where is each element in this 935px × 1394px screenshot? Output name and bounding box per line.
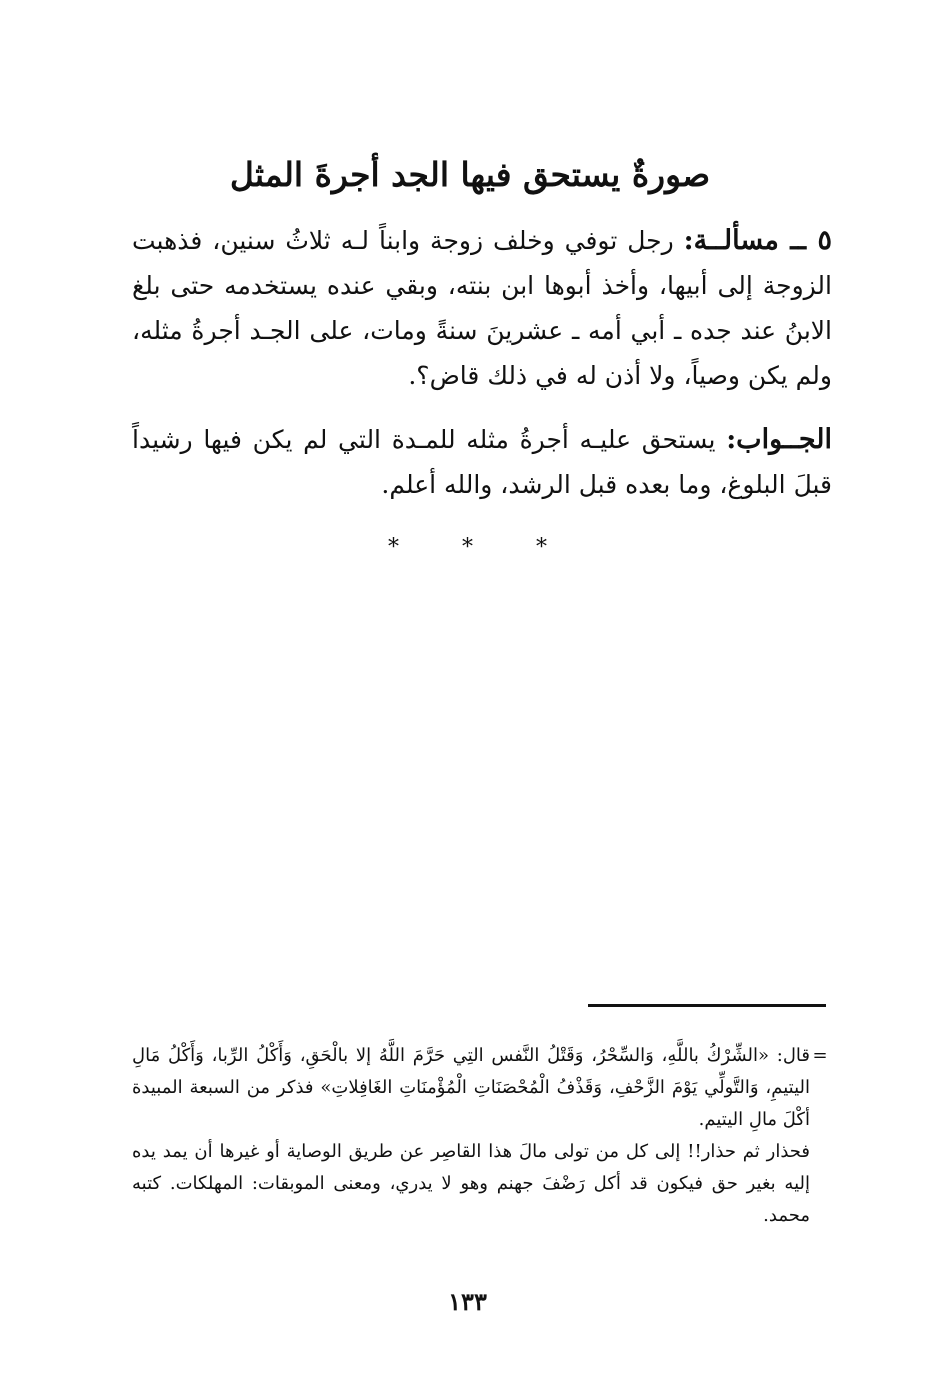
section-title: صورةٌ يستحق فيها الجد أجرةَ المثل <box>229 155 711 194</box>
separator-star: * <box>462 535 473 560</box>
footnote-divider <box>588 1004 826 1007</box>
separator-star: * <box>536 535 547 560</box>
footnote-paragraph: قال: «الشِّرْكُ باللَّهِ، وَالسِّحْرُ، وَقَتْلُ النَّفس التِي حَرَّمَ اللَّهُ إلا بالْحَقِ، وَأَكْلُ الرِّبا، وَأَكْلُ مَالِ اليتيمِ، وَالتَّولِّي يَوْمَ الزَّحْفِ، وَقَذْفُ الْمُحْصَنَاتِ الْمُؤْمنَاتِ الغَافِلاتِ» فذكر من السبعة المبيدة أكْلَ مالِ اليتيم. <box>132 1045 810 1130</box>
question-lead: ٥ ــ مسألــة: <box>683 225 832 256</box>
footnote-block <box>132 1040 810 1232</box>
question-text: رجل توفي وخلف زوجة وابناً لـه ثلاثُ سنين، فذهبت الزوجة إلى أبيها، وأخذ أبوها ابن بنته، وبقي عنده يستخدمه حتى بلغ الابنُ عند جده ـ أبي أمه ـ عشرينَ سنةً ومات، على الجـد أجرةُ مثله، ولم يكن وصياً، ولا أذن له في ذلك قاض؟. <box>132 226 832 390</box>
footnote-paragraph: فحذار ثم حذار!! إلى كل من تولى مالَ هذا القاصِر عن طريق الوصاية أو غيرها أن يمد يده إليه بغير حق فيكون قد أكل رَضْفَ جهنم وهو لا يدري، ومعنى الموبقات: المهلكات. كتبه محمد. <box>132 1141 810 1226</box>
answer-lead: الجــواب: <box>726 424 832 455</box>
separator-star: * <box>388 535 399 560</box>
section-separator <box>0 528 935 568</box>
footnote-continuation-marker: = <box>812 1045 828 1066</box>
answer-paragraph <box>132 417 832 507</box>
page-number: ١٣٣ <box>448 1287 487 1316</box>
question-paragraph <box>132 218 832 398</box>
answer-text: يستحق عليـه أجرةُ مثله للمـدة التي لم يكن فيها رشيداً قبلَ البلوغ، وما بعده قبل الرشد، والله أعلم. <box>132 425 832 499</box>
